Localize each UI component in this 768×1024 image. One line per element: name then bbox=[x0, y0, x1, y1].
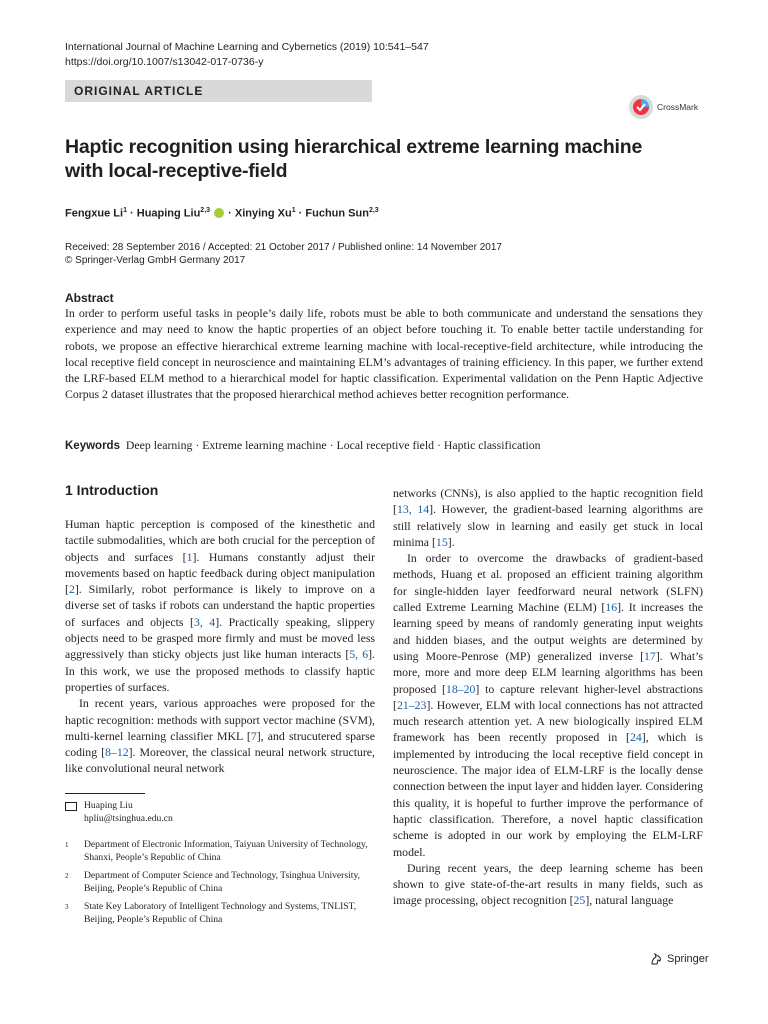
left-column bbox=[65, 516, 375, 777]
publisher-name: Springer bbox=[667, 953, 709, 965]
article-type-banner bbox=[65, 80, 372, 102]
author-name: Fengxue Li bbox=[65, 207, 124, 220]
body-text: During recent years, the deep learning scheme has been shown to give state-of-the-art results in many fields, such as image processing, object recognition [ bbox=[393, 860, 703, 908]
citation-link[interactable]: 25 bbox=[573, 893, 586, 908]
right-column bbox=[393, 485, 703, 909]
crossmark-icon bbox=[628, 94, 654, 120]
affiliation-2 bbox=[65, 870, 375, 895]
doi-link[interactable]: https://doi.org/10.1007/s13042-017-0736-y bbox=[65, 56, 264, 68]
affiliation-number: 2 bbox=[65, 872, 69, 880]
paragraph bbox=[393, 485, 703, 550]
body-text: ]. Moreover, the classical neural network structure, like convolutional neural network bbox=[65, 745, 375, 776]
affiliation-number: 1 bbox=[65, 841, 69, 849]
body-text: In recent years, various approaches were proposed for the haptic recognition: methods with support vector machine (SVM), multi-kernel learning classifier MKL [ bbox=[65, 696, 375, 743]
body-text: ] to capture relevant higher-level abstractions [ bbox=[393, 681, 703, 712]
paper-title bbox=[65, 135, 685, 183]
body-text: ]. Similarly, robot performance is likely to improve on a diverse set of tasks if robots can understand the haptic properties of surfaces and objects [ bbox=[65, 582, 375, 629]
body-text: In order to overcome the drawbacks of gradient-based methods, Huang et al. proposed an efficient training algorithm for single-hidden layer feedforward neural network (SLFN) called Extreme Learning Machine (ELM) [ bbox=[393, 551, 703, 615]
citation-link[interactable]: 24 bbox=[629, 730, 642, 745]
author-affiliation-sup: 2,3 bbox=[200, 207, 211, 214]
body-text: ]. Practically speaking, slippery objects need to be grasped more firmly and must be moved less aggressively than sticky objects just like human interacts [ bbox=[65, 614, 375, 662]
body-text: ]. However, ELM with local connections has not attracted much research attention yet. A new biologically inspired ELM framework has been recently proposed in [ bbox=[393, 697, 703, 745]
journal-header bbox=[65, 40, 565, 70]
body-text: ], natural language bbox=[585, 893, 674, 908]
abstract-heading: Abstract bbox=[65, 291, 114, 305]
publisher-logo bbox=[649, 952, 709, 966]
body-text: ], and strucutered sparse coding [ bbox=[65, 728, 375, 760]
body-text: networks (CNNs), is also applied to the haptic recognition field [ bbox=[393, 486, 703, 517]
citation-link[interactable]: 1 bbox=[186, 549, 193, 564]
affiliation-text: State Key Laboratory of Intelligent Technology and Systems, TNLIST, Beijing, People’s Republic of China bbox=[84, 901, 357, 925]
crossmark-label: CrossMark bbox=[657, 102, 699, 112]
paragraph bbox=[65, 695, 375, 776]
citation-link[interactable]: 21–23 bbox=[396, 697, 427, 712]
citation-link[interactable]: 2 bbox=[68, 582, 75, 597]
body-text: ], which is implemented by introducing the local receptive field concept in neuroscience. The major idea of ELM-LRF is the locally dense connection between the input layer and hidden layer. Considering this quality, it is hopeful to further improve the performance of haptic classification. Therefore, a novel haptic classification scheme is adopted in our work by employing the ELM-LRF model. bbox=[393, 730, 703, 859]
paragraph bbox=[65, 516, 375, 695]
title-line-1: Haptic recognition using hierarchical extreme learning machine bbox=[65, 136, 643, 158]
citation-link[interactable]: 7 bbox=[250, 728, 257, 743]
affiliation-number: 3 bbox=[65, 903, 69, 911]
paragraph bbox=[393, 550, 703, 860]
corresponding-author bbox=[65, 800, 375, 825]
crossmark-badge[interactable] bbox=[628, 92, 704, 122]
body-text: ]. bbox=[447, 534, 455, 549]
publication-dates bbox=[65, 241, 685, 267]
body-text: ]. However, the gradient-based learning algorithms are still relatively slow in learning and easily get stuck in local minima [ bbox=[393, 502, 703, 549]
body-text: ]. It increases the learning speed by means of randomly generating input weights and hidden biases, and the output weights are determined by using Moore-Penrose (MP) generalized inverse [ bbox=[393, 600, 703, 663]
keywords-label: Keywords bbox=[65, 440, 120, 452]
citation-link[interactable]: 8–12 bbox=[105, 745, 129, 760]
paragraph bbox=[393, 860, 703, 909]
author-name: Xinying Xu bbox=[234, 207, 292, 220]
abstract-text: In order to perform useful tasks in people’s daily life, robots must be able to both communicate and understand the sensations they experience and may need to know the haptic properties of an object before touching it. To enable better tactile understanding for robots, we propose an effective hierarchical extreme learning machine with local-receptive-field architecture, while introducing the local receptive field concept in neuroscience and maintaining ELM’s advantages of training efficiency. In this paper, we further extend the LRF-based ELM method to a hierarchical model for haptic classification. Experimental validation on the Penn Haptic Adjective Corpus 2 dataset illustrates that the proposed hierarchical method achieves better recognition performance. bbox=[65, 306, 703, 402]
author-name: Huaping Liu bbox=[136, 207, 201, 220]
copyright-line: © Springer-Verlag GmbH Germany 2017 bbox=[65, 255, 246, 266]
affiliation-1 bbox=[65, 839, 375, 864]
body-text: ]. In this work, we use the proposed methods to classify haptic properties of surfaces. bbox=[65, 647, 375, 694]
author-affiliation-sup: 1 bbox=[123, 207, 127, 214]
affiliation-3 bbox=[65, 901, 375, 926]
mail-icon bbox=[65, 802, 77, 817]
citation-link[interactable]: 5, 6 bbox=[349, 647, 369, 662]
affiliation-text: Department of Computer Science and Technology, Tsinghua University, Beijing, People’s Republic of China bbox=[84, 870, 361, 894]
author-name: Fuchun Sun bbox=[305, 207, 369, 220]
citation-link[interactable]: 16 bbox=[605, 600, 618, 615]
keywords bbox=[65, 437, 703, 454]
citation-link[interactable]: 3, 4 bbox=[193, 614, 216, 629]
author-affiliation-sup: 1 bbox=[291, 207, 296, 214]
springer-horse-icon bbox=[649, 952, 663, 966]
article-type-label: ORIGINAL ARTICLE bbox=[74, 84, 204, 98]
section-heading: 1 Introduction bbox=[65, 482, 159, 498]
footnote-divider bbox=[65, 793, 145, 794]
citation-link[interactable]: 17 bbox=[644, 648, 656, 663]
citation-link[interactable]: 18–20 bbox=[445, 681, 476, 696]
title-line-2: with local-receptive-field bbox=[65, 160, 288, 182]
author-list: Fengxue $Li^1$ · Huaping Liu$^{2,3}$ · Xinying $Xu^1$ · Fuchun Sun$^{2,3}$ bbox=[65, 207, 379, 220]
affiliation-text: Department of Electronic Information, Taiyuan University of Technology, Shanxi, People’s Republic of China bbox=[84, 839, 368, 863]
citation-link[interactable]: 13, 14 bbox=[396, 502, 430, 517]
author-affiliation-sup: 2,3 bbox=[368, 207, 379, 214]
contact-name: Huaping Liu bbox=[84, 800, 133, 811]
journal-citation: International Journal of Machine Learning and Cybernetics (2019) 10:541–547 bbox=[65, 41, 429, 53]
body-text: ]. What’s more, more and more deep ELM learning algorithms has been proposed [ bbox=[393, 648, 703, 696]
orcid-icon[interactable] bbox=[214, 208, 224, 218]
keywords-list: Deep learning · Extreme learning machine · Local receptive field · Haptic classification bbox=[125, 438, 541, 452]
dates-line: Received: 28 September 2016 / Accepted: 21 October 2017 / Published online: 14 November 2017 bbox=[65, 242, 502, 253]
contact-email[interactable]: hpliu@tsinghua.edu.cn bbox=[84, 812, 173, 824]
body-text: Human haptic perception is composed of the kinesthetic and tactile submodalities, which are both crucial for the perception of objects and surfaces [ bbox=[65, 517, 375, 564]
citation-link[interactable]: 15 bbox=[435, 534, 448, 549]
body-text: ]. Humans constantly adjust their movements based on haptic feedback during object manipulation [ bbox=[65, 549, 375, 597]
